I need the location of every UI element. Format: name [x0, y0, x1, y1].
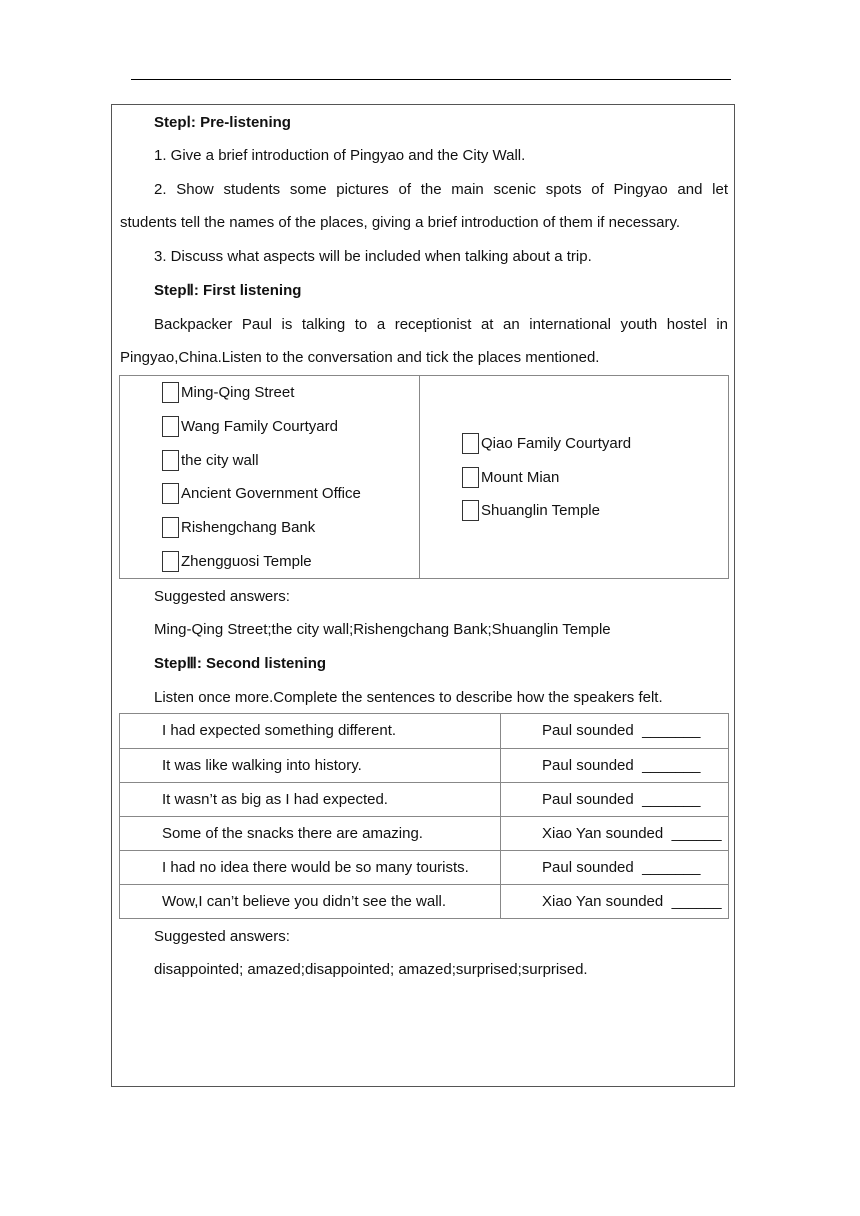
step1-item-2-line-1: 2. Show students some pictures of the main scenic spots of Pingyao and let	[154, 181, 728, 198]
answer-blank[interactable]: ______	[671, 825, 722, 842]
step2-answers-label: Suggested answers:	[154, 588, 290, 605]
step3-answers-label: Suggested answers:	[154, 928, 290, 945]
row-divider	[120, 850, 728, 851]
table-row-sentence: Wow,I can’t believe you didn’t see the wall.	[162, 893, 447, 910]
step3-answers: disappointed; amazed;disappointed; amazed;surprised;surprised.	[154, 961, 588, 978]
place-label: Qiao Family Courtyard	[481, 435, 632, 452]
table-row-prompt: Xiao Yan sounded ______	[542, 893, 722, 910]
table-row-prompt: Paul sounded _______	[542, 722, 701, 739]
table-row-sentence: Some of the snacks there are amazing.	[162, 825, 423, 842]
checkbox-zhengguosi-temple[interactable]	[162, 551, 179, 572]
step1-item-1: 1. Give a brief introduction of Pingyao and the City Wall.	[154, 147, 526, 164]
step2-intro-line-2: Pingyao,China.Listen to the conversation and tick the places mentioned.	[120, 349, 600, 366]
table-row-sentence: I had no idea there would be so many tourists.	[162, 859, 469, 876]
place-label: Zhengguosi Temple	[181, 553, 312, 570]
table-row-sentence: It wasn’t as big as I had expected.	[162, 791, 388, 808]
place-label: Shuanglin Temple	[481, 502, 600, 519]
step1-heading: StepⅠ: Pre-listening	[154, 114, 291, 131]
header-rule	[131, 79, 731, 80]
step1-item-2-line-2: students tell the names of the places, giving a brief introduction of them if necessary.	[120, 214, 681, 231]
checkbox-shuanglin-temple[interactable]	[462, 500, 479, 521]
answer-blank[interactable]: ______	[671, 893, 722, 910]
step3-heading: StepⅢ: Second listening	[154, 655, 327, 672]
place-label: the city wall	[181, 452, 259, 469]
row-divider	[120, 884, 728, 885]
answer-blank[interactable]: _______	[642, 791, 701, 808]
step2-intro-line-1: Backpacker Paul is talking to a receptionist at an international youth hostel in	[154, 316, 728, 333]
step1-item-3: 3. Discuss what aspects will be included when talking about a trip.	[154, 248, 592, 265]
table-row-prompt: Xiao Yan sounded ______	[542, 825, 722, 842]
row-divider	[120, 816, 728, 817]
checkbox-wang-family-courtyard[interactable]	[162, 416, 179, 437]
checkbox-ming-qing-street[interactable]	[162, 382, 179, 403]
place-label: Ming-Qing Street	[181, 384, 295, 401]
checkbox-city-wall[interactable]	[162, 450, 179, 471]
answer-blank[interactable]: _______	[642, 757, 701, 774]
feelings-table	[119, 713, 729, 919]
checkbox-qiao-family-courtyard[interactable]	[462, 433, 479, 454]
row-divider	[120, 748, 728, 749]
table-row-prompt: Paul sounded _______	[542, 757, 701, 774]
place-label: Ancient Government Office	[181, 485, 361, 502]
places-table	[119, 375, 729, 579]
step2-answers: Ming-Qing Street;the city wall;Rishengchang Bank;Shuanglin Temple	[154, 621, 611, 638]
table-row-prompt: Paul sounded _______	[542, 859, 701, 876]
checkbox-ancient-government-office[interactable]	[162, 483, 179, 504]
row-divider	[120, 782, 728, 783]
step2-heading: StepⅡ: First listening	[154, 282, 302, 299]
checkbox-mount-mian[interactable]	[462, 467, 479, 488]
answer-blank[interactable]: _______	[642, 859, 701, 876]
place-label: Wang Family Courtyard	[181, 418, 338, 435]
checkbox-rishengchang-bank[interactable]	[162, 517, 179, 538]
answer-blank[interactable]: _______	[642, 722, 701, 739]
place-label: Mount Mian	[481, 469, 560, 486]
table-row-prompt: Paul sounded _______	[542, 791, 701, 808]
places-table-divider	[419, 376, 420, 578]
place-label: Rishengchang Bank	[181, 519, 316, 536]
step3-intro: Listen once more.Complete the sentences to describe how the speakers felt.	[154, 689, 663, 706]
table-row-sentence: I had expected something different.	[162, 722, 397, 739]
table-row-sentence: It was like walking into history.	[162, 757, 362, 774]
